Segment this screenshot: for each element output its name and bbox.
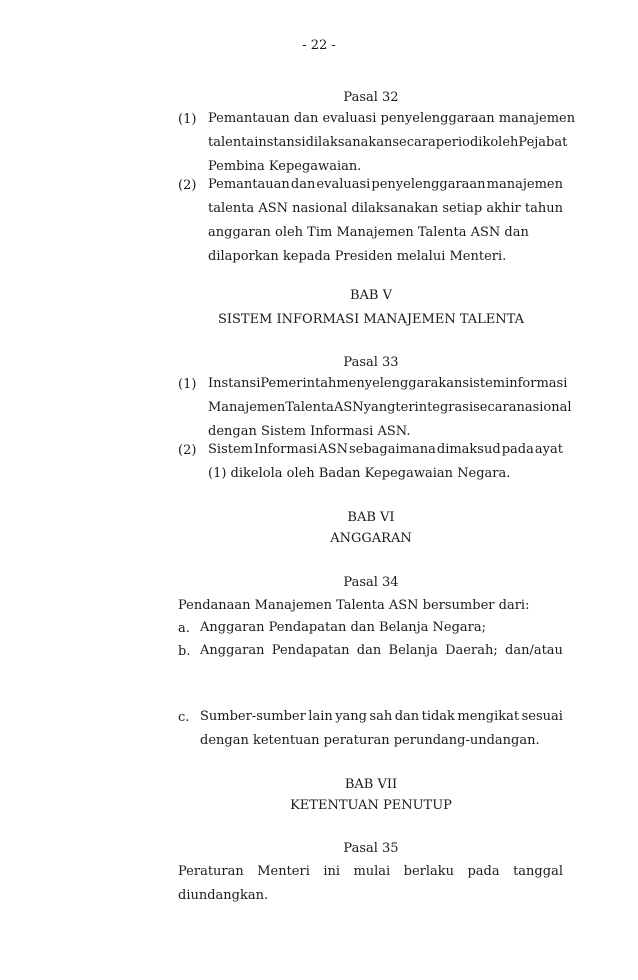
pasal-34-title: Pasal 34 bbox=[343, 575, 399, 590]
item-line bbox=[208, 443, 563, 456]
pasal-34-item-c bbox=[178, 710, 563, 758]
word: Anggaran bbox=[200, 643, 265, 658]
word: pada bbox=[467, 864, 500, 879]
pasal-32-item-1 bbox=[178, 111, 576, 182]
word: Pemerintah bbox=[260, 376, 337, 391]
bab-vii-title: BAB VII bbox=[344, 777, 398, 792]
pasal-32-title: Pasal 32 bbox=[343, 90, 399, 105]
item-line bbox=[208, 400, 572, 415]
bab-vi-subtitle: ANGGARAN bbox=[330, 531, 412, 546]
word: Pemantauan bbox=[208, 177, 290, 192]
pasal-35-line-1 bbox=[178, 864, 563, 879]
word: tanggal bbox=[513, 864, 563, 879]
word: oleh bbox=[490, 135, 519, 150]
word: akhir bbox=[486, 201, 521, 216]
word: mengikat bbox=[457, 709, 520, 724]
pasal-33-title: Pasal 33 bbox=[343, 355, 399, 370]
word: instansi bbox=[254, 135, 306, 150]
word: ini bbox=[323, 864, 341, 879]
item-line bbox=[200, 710, 563, 723]
word: setiap bbox=[442, 201, 483, 216]
item-text: Pemantauan dan evaluasi penyelenggaraan manajemen bbox=[208, 111, 576, 126]
word: Daerah; bbox=[445, 643, 498, 658]
word: Pendapatan bbox=[271, 643, 350, 658]
word: dilaksanakan bbox=[351, 201, 439, 216]
word: Pejabat bbox=[518, 135, 568, 150]
word: ASN bbox=[318, 442, 348, 457]
item-marker: (2) bbox=[178, 178, 197, 193]
item-line bbox=[208, 111, 576, 126]
bab-vi-title: BAB VI bbox=[347, 510, 395, 525]
word: dan bbox=[290, 177, 316, 192]
item-line: dengan ketentuan peraturan perundang-undangan. bbox=[200, 733, 540, 748]
word: tahun bbox=[524, 201, 563, 216]
word: secara bbox=[392, 135, 436, 150]
bab-v-subtitle: SISTEM INFORMASI MANAJEMEN TALENTA bbox=[217, 312, 525, 327]
item-line bbox=[208, 376, 568, 391]
word: Sistem bbox=[208, 442, 253, 457]
word: dilaksanakan bbox=[305, 135, 393, 150]
word: Menteri bbox=[257, 864, 310, 879]
word: Belanja bbox=[388, 643, 438, 658]
word: Informasi bbox=[254, 442, 318, 457]
word: sebagaimana bbox=[348, 442, 436, 457]
word: nasional bbox=[292, 201, 348, 216]
item-marker: (2) bbox=[178, 443, 197, 458]
word: dan bbox=[356, 643, 382, 658]
item-marker: c. bbox=[178, 710, 190, 725]
word: Talenta bbox=[285, 400, 334, 415]
word: penyelenggaraan bbox=[371, 177, 486, 192]
word: sesuai bbox=[521, 709, 563, 724]
bab-v-title: BAB V bbox=[349, 288, 392, 303]
word: dimaksud bbox=[436, 442, 501, 457]
item-line: dilaporkan kepada Presiden melalui Menteri. bbox=[208, 249, 507, 264]
item-line bbox=[208, 202, 563, 215]
word: Peraturan bbox=[178, 864, 244, 879]
word: Manajemen bbox=[208, 400, 286, 415]
word: mulai bbox=[353, 864, 391, 879]
word: informasi bbox=[505, 376, 568, 391]
word: terintegrasi bbox=[395, 400, 474, 415]
word: manajemen bbox=[486, 177, 563, 192]
word: sah bbox=[369, 709, 393, 724]
item-marker: b. bbox=[178, 644, 191, 659]
word: Sumber-sumber bbox=[200, 709, 306, 724]
item-line: anggaran oleh Tim Manajemen Talenta ASN dan bbox=[208, 225, 529, 240]
word: ASN bbox=[258, 201, 289, 216]
word: menyelenggarakan bbox=[336, 376, 463, 391]
word: lain bbox=[308, 709, 333, 724]
item-line: Pembina Kepegawaian. bbox=[208, 159, 362, 174]
item-line bbox=[208, 178, 563, 191]
word: evaluasi bbox=[316, 177, 371, 192]
item-marker: (1) bbox=[178, 112, 197, 127]
word: periodik bbox=[435, 135, 491, 150]
item-marker: (1) bbox=[178, 377, 197, 392]
pasal-32-item-2 bbox=[178, 178, 563, 274]
pasal-33-item-1 bbox=[178, 376, 572, 447]
word: sistem bbox=[462, 376, 506, 391]
item-line bbox=[208, 135, 568, 150]
word: nasional bbox=[516, 400, 572, 415]
word: yang bbox=[335, 709, 367, 724]
item-line: dengan Sistem Informasi ASN. bbox=[208, 424, 411, 439]
page-number: - 22 - bbox=[302, 38, 336, 53]
pasal-34-intro: Pendanaan Manajemen Talenta ASN bersumber dari: bbox=[178, 598, 530, 613]
word: talenta bbox=[208, 201, 255, 216]
pasal-34-item-b bbox=[178, 644, 563, 668]
word: Instansi bbox=[208, 376, 261, 391]
word: pada bbox=[501, 442, 534, 457]
word: tidak bbox=[421, 709, 455, 724]
item-line bbox=[200, 644, 563, 657]
item-line: Anggaran Pendapatan dan Belanja Negara; bbox=[200, 620, 486, 635]
item-line: (1) dikelola oleh Badan Kepegawaian Negara. bbox=[208, 466, 511, 481]
word: secara bbox=[473, 400, 517, 415]
word: yang bbox=[363, 400, 396, 415]
word: ayat bbox=[534, 442, 563, 457]
pasal-34-item-a bbox=[178, 621, 563, 645]
word: talenta bbox=[208, 135, 255, 150]
bab-vii-subtitle: KETENTUAN PENUTUP bbox=[290, 798, 452, 813]
item-marker: a. bbox=[178, 621, 190, 636]
pasal-35-line-2: diundangkan. bbox=[178, 888, 269, 903]
pasal-35-title: Pasal 35 bbox=[343, 841, 399, 856]
word: dan bbox=[394, 709, 420, 724]
word: berlaku bbox=[403, 864, 455, 879]
word: ASN bbox=[333, 400, 364, 415]
pasal-33-item-2 bbox=[178, 443, 563, 491]
word: dan/atau bbox=[505, 643, 563, 658]
